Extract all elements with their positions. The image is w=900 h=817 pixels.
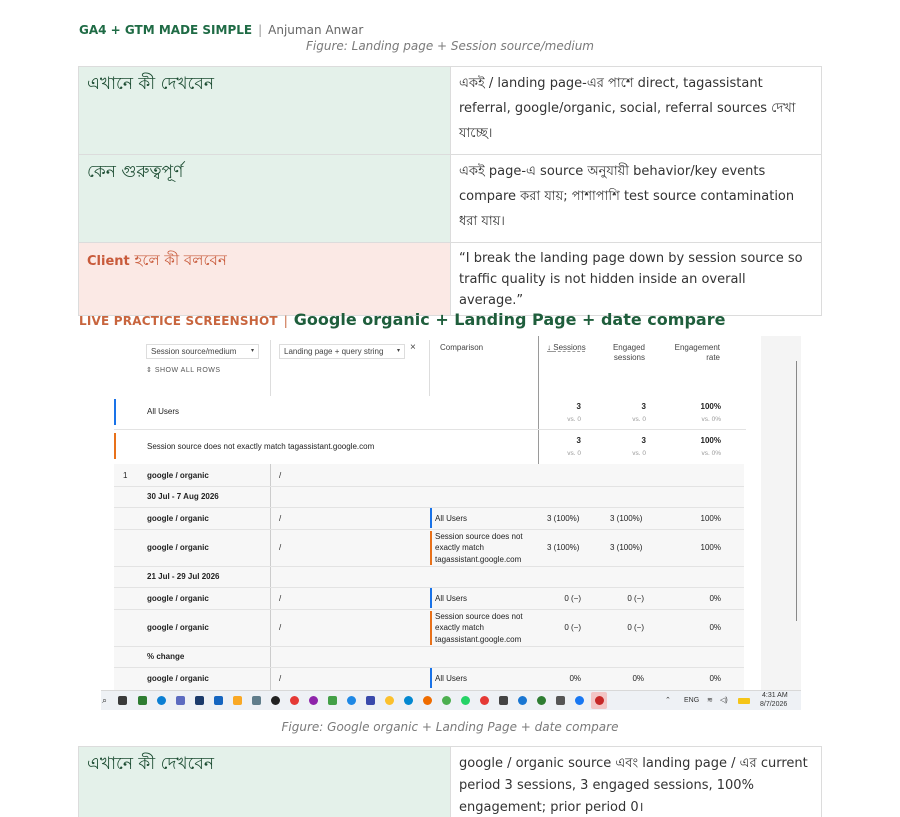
table-row — [79, 747, 822, 817]
chrome-icon[interactable] — [442, 696, 451, 705]
search-icon[interactable]: ⌕ — [102, 695, 108, 705]
rate-cell: 0% — [709, 594, 721, 603]
source-cell: google / organic — [147, 514, 209, 523]
vs-value: vs. 0 — [567, 450, 581, 457]
comparison-cell: All Users — [435, 674, 468, 683]
segment-engaged: 3 — [641, 436, 646, 445]
source-cell: google / organic — [147, 471, 209, 480]
task-view-icon[interactable] — [118, 696, 127, 705]
app-icon[interactable] — [537, 696, 546, 705]
show-all-label: SHOW ALL ROWS — [154, 367, 221, 374]
row-label: কেন গুরুত্বপূর্ণ — [79, 155, 451, 243]
section-separator: | — [283, 314, 288, 328]
clock-date[interactable]: 8/7/2026 — [760, 701, 788, 708]
vs-value: vs. 0% — [701, 416, 721, 423]
whatsapp-icon[interactable] — [461, 696, 470, 705]
total-rate: 100% — [700, 402, 721, 411]
row-number: 1 — [123, 471, 128, 480]
windows-taskbar — [101, 690, 801, 710]
ga4-report-screenshot — [101, 336, 801, 710]
source-cell: google / organic — [147, 594, 209, 603]
segment-sessions: 3 — [576, 436, 581, 445]
row-label: এখানে কী দেখবেন — [79, 67, 451, 155]
edge-icon[interactable] — [157, 696, 166, 705]
engaged-cell: 0 (−) — [627, 623, 644, 632]
rate-cell: 100% — [700, 543, 721, 552]
metric-header-sessions[interactable]: ↓ Sessions — [547, 343, 586, 352]
table-row — [79, 243, 822, 316]
sessions-cell: 3 (100%) — [547, 514, 580, 523]
app-icon[interactable] — [366, 696, 375, 705]
dimension-dropdown-1[interactable] — [146, 344, 259, 359]
page-cell: / — [279, 623, 282, 632]
row-value-quote: “I break the landing page down by session source so traffic quality is not hidden inside an overall average.” — [451, 243, 822, 316]
volume-icon[interactable]: ◁) — [720, 697, 728, 704]
info-table-2 — [78, 746, 822, 817]
figure-caption-bottom: Figure: Google organic + Landing Page + date compare — [281, 720, 619, 734]
close-icon[interactable]: × — [410, 342, 416, 353]
client-label-en: Client — [87, 254, 130, 269]
info-table-1 — [78, 66, 822, 316]
metric-label: Sessions — [553, 343, 586, 352]
total-engaged: 3 — [641, 402, 646, 411]
app-icon[interactable] — [309, 696, 318, 705]
chrome-icon[interactable] — [385, 696, 394, 705]
app-icon[interactable] — [290, 696, 299, 705]
vs-value: vs. 0% — [701, 450, 721, 457]
app-icon[interactable] — [195, 696, 204, 705]
clock-time[interactable]: 4:31 AM — [762, 692, 788, 699]
comparison-cell: All Users — [435, 594, 468, 603]
facebook-icon[interactable] — [575, 696, 584, 705]
period-label-current: 30 Jul - 7 Aug 2026 — [147, 492, 219, 501]
metric-header-engaged[interactable]: Engaged sessions — [612, 343, 645, 362]
source-cell: google / organic — [147, 623, 209, 632]
document-header — [79, 23, 363, 37]
row-label: এখানে কী দেখবেন — [79, 747, 451, 817]
engaged-cell: 0 (−) — [627, 594, 644, 603]
chevron-up-icon[interactable]: ⌃ — [665, 697, 671, 704]
sessions-cell: 0% — [569, 674, 581, 683]
segment-exclude-tagassistant: Session source does not exactly match tagassistant.google.com — [147, 442, 375, 451]
section-heading — [79, 310, 725, 329]
brand-name: GA4 + GTM MADE SIMPLE — [79, 23, 253, 37]
sessions-cell: 0 (−) — [564, 623, 581, 632]
client-label-bn: হলে কী বলবেন — [134, 251, 227, 269]
page-cell: / — [279, 543, 282, 552]
chevron-down-icon: ▾ — [396, 348, 400, 354]
figure-caption-top: Figure: Landing page + Session source/medium — [306, 39, 594, 53]
chevron-down-icon: ▾ — [250, 348, 254, 354]
dimension-2-label: Landing page + query string — [284, 347, 384, 356]
app-icon[interactable] — [138, 696, 147, 705]
engaged-cell: 0% — [632, 674, 644, 683]
comparison-cell: Session source does not — [435, 612, 523, 621]
comparison-cell: tagassistant.google.com — [435, 555, 522, 564]
dimension-1-label: Session source/medium — [151, 347, 237, 356]
segment-all-users: All Users — [147, 407, 180, 416]
wifi-icon[interactable]: ≋ — [707, 697, 713, 704]
row-value: একই page-এ source অনুযায়ী behavior/key events compare করা যায়; পাশাপাশি test source contamination ধরা যায়। — [451, 155, 822, 243]
page-cell: / — [279, 471, 282, 480]
language-indicator[interactable]: ENG — [684, 697, 700, 704]
row-label-client — [79, 243, 451, 316]
rate-cell: 100% — [700, 514, 721, 523]
unfold-icon: ⇕ — [146, 367, 153, 374]
engaged-cell: 3 (100%) — [610, 514, 643, 523]
app-icon[interactable] — [328, 696, 337, 705]
row-value: google / organic source এবং landing page / এর current period 3 sessions, 3 engaged sessions, 100% engagement; prior period 0। — [451, 747, 822, 817]
section-title: Google organic + Landing Page + date compare — [293, 310, 726, 329]
comparison-cell: Session source does not — [435, 532, 523, 541]
sessions-cell: 3 (100%) — [547, 543, 580, 552]
app-icon[interactable] — [252, 696, 261, 705]
app-icon[interactable] — [556, 696, 565, 705]
battery-icon[interactable] — [738, 698, 750, 704]
vs-value: vs. 0 — [632, 450, 646, 457]
header-separator: | — [258, 23, 263, 37]
chrome-icon[interactable] — [595, 696, 604, 705]
vs-value: vs. 0 — [632, 416, 646, 423]
folder-icon[interactable] — [233, 696, 242, 705]
app-icon[interactable] — [499, 696, 508, 705]
page-cell: / — [279, 514, 282, 523]
page-cell: / — [279, 674, 282, 683]
period-label-previous: 21 Jul - 29 Jul 2026 — [147, 572, 220, 581]
engaged-cell: 3 (100%) — [610, 543, 643, 552]
app-icon[interactable] — [271, 696, 280, 705]
table-row — [79, 67, 822, 155]
comparison-cell: All Users — [435, 514, 468, 523]
row-value: একই / landing page-এর পাশে direct, tagassistant referral, google/organic, social, referral sources দেখা যাচ্ছে। — [451, 67, 822, 155]
rate-cell: 0% — [709, 623, 721, 632]
comparison-cell: exactly match — [435, 543, 484, 552]
show-all-rows-button[interactable] — [146, 366, 221, 374]
dimension-dropdown-2[interactable] — [279, 344, 405, 359]
page-cell: / — [279, 594, 282, 603]
comparison-cell: tagassistant.google.com — [435, 635, 522, 644]
table-row — [79, 155, 822, 243]
vs-value: vs. 0 — [567, 416, 581, 423]
segment-rate: 100% — [700, 436, 721, 445]
app-icon[interactable] — [214, 696, 223, 705]
source-cell: google / organic — [147, 543, 209, 552]
app-icon[interactable] — [404, 696, 413, 705]
app-icon[interactable] — [347, 696, 356, 705]
app-icon[interactable] — [423, 696, 432, 705]
author-name: Anjuman Anwar — [268, 23, 364, 37]
total-sessions: 3 — [576, 402, 581, 411]
chrome-icon[interactable] — [518, 696, 527, 705]
chrome-icon[interactable] — [480, 696, 489, 705]
change-label: % change — [147, 652, 185, 661]
app-icon[interactable] — [176, 696, 185, 705]
sessions-cell: 0 (−) — [564, 594, 581, 603]
section-tag: LIVE PRACTICE SCREENSHOT — [79, 314, 278, 328]
metric-header-engagement-rate[interactable]: Engagement rate — [674, 343, 720, 362]
comparison-cell: exactly match — [435, 623, 484, 632]
comparison-header: Comparison — [440, 343, 484, 352]
source-cell: google / organic — [147, 674, 209, 683]
rate-cell: 0% — [709, 674, 721, 683]
